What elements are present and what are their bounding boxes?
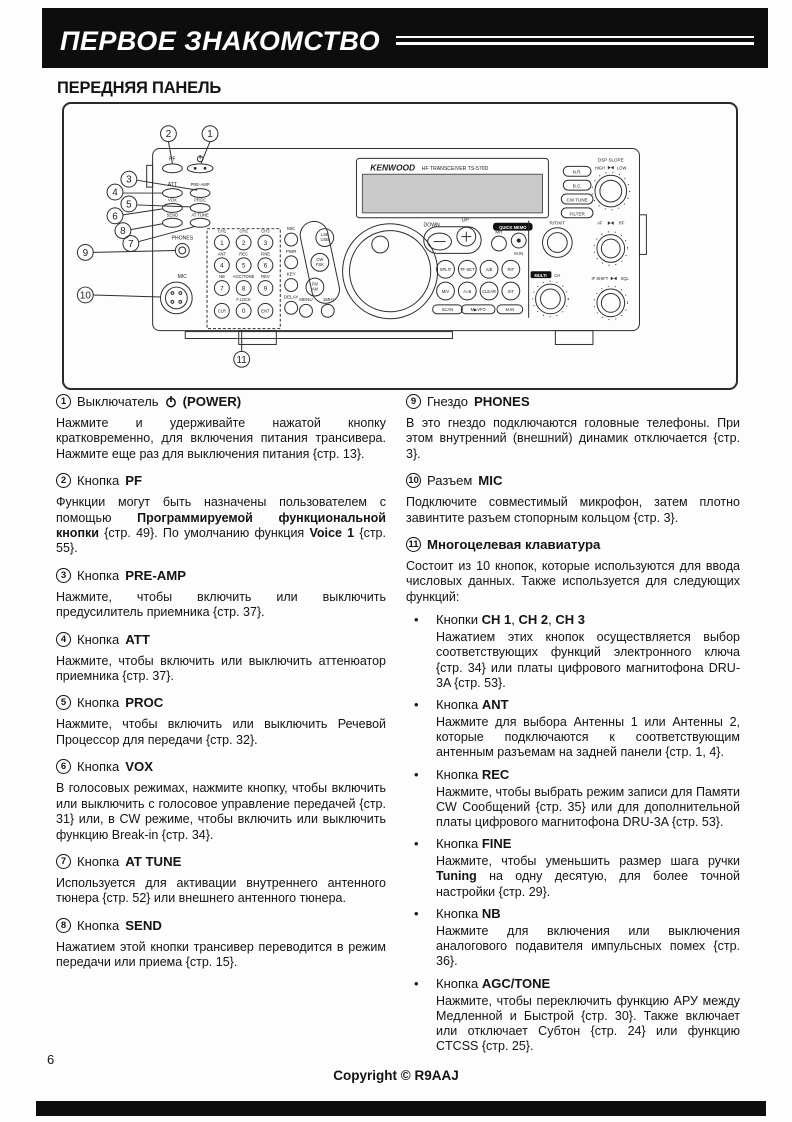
item-button-name: AT TUNE (125, 853, 182, 869)
svg-text:F.LOCK: F.LOCK (236, 296, 251, 302)
bullet-ch-keys: • Кнопки CH 1, CH 2, CH 3 Нажатием этих кнопок осуществляется выбор соответствующих функций электронного ключа {стр. 34} или платы цифрового магнитофона DRU-3A {стр. 53}. (414, 612, 740, 690)
svg-text:N.R.: N.R. (572, 169, 582, 175)
brand-logo: KENWOOD (370, 162, 416, 173)
mic-label: MIC (177, 274, 188, 281)
quick-min-label: M.IN (514, 250, 524, 256)
svg-text:M/V: M/V (441, 288, 450, 294)
bullet-heading: Кнопка REC (436, 766, 510, 782)
item-title: Многоцелевая клавиатура (427, 537, 601, 553)
up-label: UP (461, 217, 469, 224)
item-heading-text: Кнопка (77, 759, 120, 775)
bullet-ant-key: • Кнопка ANT Нажмите для выбора Антенны 1 или Антенны 2, которые подключаются к соответствующим антенным разъемам на задней панели {стр. 1, 4}. (414, 697, 740, 760)
item-heading-text: Кнопка (77, 917, 120, 933)
ch-label: CH (554, 272, 561, 278)
svg-text:CH2: CH2 (239, 228, 248, 234)
item-heading-text: Кнопка (77, 473, 120, 489)
if-shift-sql-concentric-icon (611, 277, 617, 281)
svg-text:RIT: RIT (507, 267, 515, 273)
svg-text:4: 4 (112, 187, 118, 199)
item-1 (56, 394, 386, 462)
item-heading-text: Выключатель (77, 394, 159, 409)
svg-text:RF: RF (618, 220, 625, 226)
left-text-column (56, 394, 386, 982)
svg-text:LOW: LOW (616, 165, 627, 171)
svg-text:NB: NB (218, 274, 225, 280)
svg-text:REC: REC (239, 251, 249, 257)
item-intro: Состоит из 10 кнопок, которые используются для ввода числовых данных. Также используется для следующих функций: (406, 559, 740, 604)
header-double-rule (396, 36, 754, 45)
item-heading-text: Кнопка (77, 695, 120, 711)
svg-text:A=B: A=B (463, 288, 472, 294)
svg-text:M▶VFO: M▶VFO (470, 307, 486, 313)
bullet-rec-key: • Кнопка REC Нажмите, чтобы выбрать режим записи для Памяти CW Сообщений {стр. 35} или для дополнительной платы цифрового магнитофона DRU-3A {стр. 53}. (414, 766, 740, 830)
item-number: 1 (56, 394, 71, 409)
item-8 (56, 918, 386, 971)
mic-gain-knob[interactable] (285, 233, 298, 246)
bullet-heading: Кнопка FINE (436, 836, 512, 852)
item-number: 7 (56, 854, 71, 869)
page-section-title: ПЕРЕДНЯЯ ПАНЕЛЬ (57, 79, 221, 97)
svg-text:SQL: SQL (620, 276, 629, 282)
bullet-nb-key: • Кнопка NB Нажмите для включения или выключения аналогового подавителя импульсных помех {стр. 36}. (414, 905, 740, 969)
item-number: 6 (56, 759, 71, 774)
item-number: 5 (56, 695, 71, 710)
svg-text:6: 6 (112, 211, 118, 223)
svg-text:ENT: ENT (261, 308, 270, 314)
copyright: Copyright © R9AAJ (333, 1068, 459, 1083)
item-body: Функции могут быть назначены пользователем с помощью Программируемой функциональной кнопки {стр. 49}. По умолчанию функция Voice 1 {стр. 55}. (56, 495, 386, 556)
svg-text:9: 9 (82, 247, 89, 259)
right-foot (555, 331, 593, 345)
svg-text:5: 5 (126, 199, 132, 211)
at-tune-button[interactable] (190, 218, 210, 227)
pwr-knob-label: PWR (285, 248, 297, 254)
svg-text:7: 7 (220, 285, 224, 293)
svg-text:HIGH: HIGH (594, 165, 606, 171)
dsp-slope-label: DSP SLOPE (597, 157, 624, 163)
svg-text:FILTER: FILTER (569, 211, 585, 217)
item-button-name: PHONES (473, 394, 530, 409)
item-body: В голосовых режимах, нажмите кнопку, чтобы включить или выключить с голосовое управление передачей {стр. 31} или, в CW режиме, чтобы включить или выключить функцию Break-in {стр. 34}. (56, 781, 386, 842)
att-label: ATT (167, 182, 178, 189)
item-9 (406, 394, 740, 462)
svg-text:REV: REV (261, 274, 270, 280)
power-icon (165, 395, 177, 408)
item-number: 2 (56, 473, 71, 488)
item-2 (56, 473, 386, 557)
svg-text:CW: CW (316, 256, 324, 262)
svg-text:0: 0 (241, 308, 246, 316)
item-number: 11 (406, 537, 421, 552)
svg-text:IF SHIFT: IF SHIFT (591, 276, 609, 282)
svg-text:2: 2 (165, 129, 172, 141)
chapter-title: ПЕРВОЕ ЗНАКОМСТВО (60, 25, 381, 56)
svg-text:TF-SET: TF-SET (460, 267, 475, 273)
bullet-body: Нажатием этих кнопок осуществляется выбор соответствующих функций электронного ключа {стр. 34} или платы цифрового магнитофона DRU-3A {стр. 53}. (436, 630, 740, 690)
tilt-bail (185, 332, 452, 339)
item-number: 8 (56, 918, 71, 933)
item-heading-text: Кнопка (77, 631, 120, 647)
rit-xit-label: RIT/XIT (549, 220, 566, 226)
menu-button[interactable] (300, 304, 313, 317)
svg-text:ANT: ANT (217, 251, 227, 257)
key-speed-knob[interactable] (285, 279, 298, 292)
item-button-name: (POWER) (182, 394, 242, 409)
item-body: Используется для активации внутреннего антенного тюнера {стр. 52} или внешнего антенного тюнера. (56, 875, 386, 906)
svg-text:USB: USB (320, 237, 330, 243)
bullet-heading: Кнопка NB (436, 905, 501, 921)
svg-text:AM: AM (311, 286, 319, 292)
svg-text:FM: FM (311, 281, 318, 287)
tuning-knob[interactable] (343, 224, 438, 319)
item-body: Подключите совместимый микрофон, затем плотно завинтите разъем стопорным кольцом {стр. 3}. (406, 495, 740, 525)
item-number: 3 (56, 568, 71, 583)
att-button[interactable] (163, 189, 183, 198)
right-text-column (406, 394, 740, 1065)
svg-text:8: 8 (241, 285, 246, 293)
item-heading-text: Гнездо (427, 394, 468, 409)
svg-text:M.IN: M.IN (505, 307, 515, 313)
svg-text:CLEAR: CLEAR (482, 288, 496, 294)
item-number: 4 (56, 632, 71, 647)
page-number: 6 (47, 1052, 55, 1067)
pf-button[interactable] (163, 164, 183, 173)
bullet-body: Нажмите, чтобы уменьшить размер шага ручки Tuning на одну десятую, для более точной настройки {стр. 29}. (436, 854, 740, 899)
pwr-knob[interactable] (285, 256, 298, 269)
mr-label: MR (495, 229, 503, 235)
bottom-rule-bar (36, 1101, 766, 1116)
svg-text:3: 3 (263, 239, 268, 247)
item-6 (56, 759, 386, 843)
bullet-heading: Кнопки CH 1, CH 2, CH 3 (436, 612, 585, 628)
svg-text:1: 1 (207, 129, 213, 141)
item-3 (56, 568, 386, 621)
at-tune-label: AT TUNE (191, 212, 209, 218)
mr-button[interactable] (492, 236, 507, 251)
vox-label: VOX (168, 197, 177, 203)
send-button[interactable] (163, 218, 183, 227)
svg-text:5: 5 (241, 262, 246, 270)
svg-text:FINE: FINE (260, 251, 271, 257)
lcd-display (362, 174, 542, 213)
proc-button[interactable] (190, 203, 210, 212)
model-label: HF TRANSCEIVER TS-570D (421, 165, 489, 172)
left-side-tab (147, 165, 153, 187)
item-5 (56, 695, 386, 748)
bullet-agc-tone-key: • Кнопка AGC/TONE Нажмите, чтобы переключить функцию АРУ между Медленной и Быстрой {стр. 30}. Также включает или отключает Субтон {стр. 24} или функцию CTCSS {стр. 25}. (414, 975, 740, 1054)
bullet-fine-key: • Кнопка FINE Нажмите, чтобы уменьшить размер шага ручки Tuning на одну десятую, для более точной настройки {стр. 29}. (414, 836, 740, 899)
bullet-heading: Кнопка AGC/TONE (436, 975, 551, 991)
item-button-name: VOX (125, 759, 154, 775)
transceiver-drawing (64, 104, 736, 388)
left-foot (239, 331, 277, 345)
svg-text:MENU: MENU (299, 296, 313, 302)
bullet-body: Нажмите для выбора Антенны 1 или Антенны 2, которые подключаются к соответствующим антенным разъемам на задней панели {стр. 1, 4}. (436, 715, 740, 760)
svg-text:B.C.: B.C. (572, 183, 582, 189)
bullet-body: Нажмите, чтобы переключить функцию АРУ между Медленной и Быстрой {стр. 30}. Также включает или отключает Субтон {стр. 24} или функцию CTCSS {стр. 25}. (436, 993, 740, 1054)
front-panel-diagram (62, 102, 738, 390)
phones-jack[interactable] (175, 244, 189, 258)
svg-text:FSK: FSK (315, 261, 324, 267)
svg-text:AGC/TONE: AGC/TONE (232, 274, 255, 280)
bullet-heading: Кнопка ANT (436, 697, 509, 713)
multi-label: MULTI (534, 272, 547, 278)
item-button-name: SEND (125, 917, 162, 933)
send-label: SEND (166, 212, 179, 218)
dsp-balance-icon (608, 166, 614, 170)
item-10 (406, 473, 740, 526)
svg-text:3: 3 (126, 174, 132, 186)
svg-text:AF: AF (597, 220, 603, 226)
svg-text:CLR: CLR (217, 308, 227, 314)
mhz-button[interactable] (321, 304, 334, 317)
svg-text:CW TUNE: CW TUNE (566, 197, 588, 203)
svg-text:SCAN: SCAN (441, 307, 454, 313)
item-button-name: MIC (478, 473, 503, 489)
af-rf-concentric-icon (608, 221, 614, 225)
svg-text:1: 1 (220, 239, 224, 247)
svg-text:LSB: LSB (320, 232, 329, 238)
item-11 (406, 537, 740, 1054)
phones-label: PHONES (171, 235, 194, 242)
delay-knob[interactable] (285, 301, 298, 314)
tuning-knob-dimple[interactable] (372, 236, 389, 253)
mic-knob-label: MIC (286, 226, 296, 232)
item-heading-text: Разъем (427, 473, 473, 489)
vox-button[interactable] (163, 203, 183, 212)
svg-text:2: 2 (241, 239, 246, 247)
item-body: В это гнездо подключаются головные телефоны. При этом внутренний (внешний) динамик отключается {стр. 3}. (406, 416, 740, 461)
key-knob-label: KEY (286, 271, 296, 277)
item-number: 10 (406, 473, 421, 488)
svg-text:XIT: XIT (507, 288, 515, 294)
item-heading-text: Кнопка (77, 567, 120, 583)
svg-text:8: 8 (120, 226, 126, 238)
right-side-handle (639, 215, 646, 255)
quick-memo-label: QUICK MEMO (499, 225, 527, 231)
item-7 (56, 854, 386, 907)
preamp-label: PRE-AMP (190, 182, 210, 188)
item-button-name: ATT (125, 631, 150, 647)
svg-text:SPLIT: SPLIT (439, 267, 452, 273)
svg-text:10: 10 (79, 290, 91, 302)
bullet-body: Нажмите, чтобы выбрать режим записи для Памяти CW Сообщений {стр. 35} или для дополнительной платы цифрового магнитофона DRU-3A {стр. 53}. (436, 784, 740, 830)
power-button[interactable] (187, 164, 213, 173)
svg-text:A/B: A/B (485, 267, 493, 273)
proc-label: PROC (194, 197, 207, 203)
svg-text:CH1: CH1 (217, 228, 227, 234)
item-body: Нажмите, чтобы включить или выключить аттенюатор приемника {стр. 37}. (56, 653, 386, 684)
delay-knob-label: DELAY (283, 294, 299, 300)
item-button-name: PROC (125, 695, 164, 711)
svg-text:9: 9 (263, 285, 268, 293)
svg-text:CH3: CH3 (261, 228, 270, 234)
item-body: Нажатием этой кнопки трансивер переводится в режим передачи или приема {стр. 15}. (56, 939, 386, 970)
item-body: Нажмите, чтобы включить или выключить Речевой Процессор для передачи {стр. 32}. (56, 717, 386, 747)
item-number: 9 (406, 394, 421, 409)
bullet-body: Нажмите для включения или выключения аналогового подавителя импульсных помех {стр. 36}. (436, 923, 740, 969)
svg-text:7: 7 (128, 238, 134, 250)
item-4 (56, 632, 386, 685)
svg-text:4: 4 (220, 262, 224, 270)
item-button-name: PRE-AMP (125, 567, 187, 583)
svg-text:11: 11 (236, 354, 247, 366)
svg-text:6: 6 (263, 262, 268, 270)
chapter-header-bar (42, 8, 768, 68)
pf-label: PF (169, 156, 176, 163)
svg-text:1MHz: 1MHz (322, 296, 335, 302)
item-body: Нажмите, чтобы включить или выключить предусилитель приемника {стр. 37}. (56, 589, 386, 620)
item-button-name: PF (125, 473, 143, 489)
item-heading-text: Кнопка (77, 853, 120, 869)
item-body: Нажмите и удерживайте нажатой кнопку кратковременно, для включения питания трансивера. Нажмите еще раз для выключения питания {стр. 13}. (56, 416, 386, 461)
down-label: DOWN (423, 222, 440, 229)
